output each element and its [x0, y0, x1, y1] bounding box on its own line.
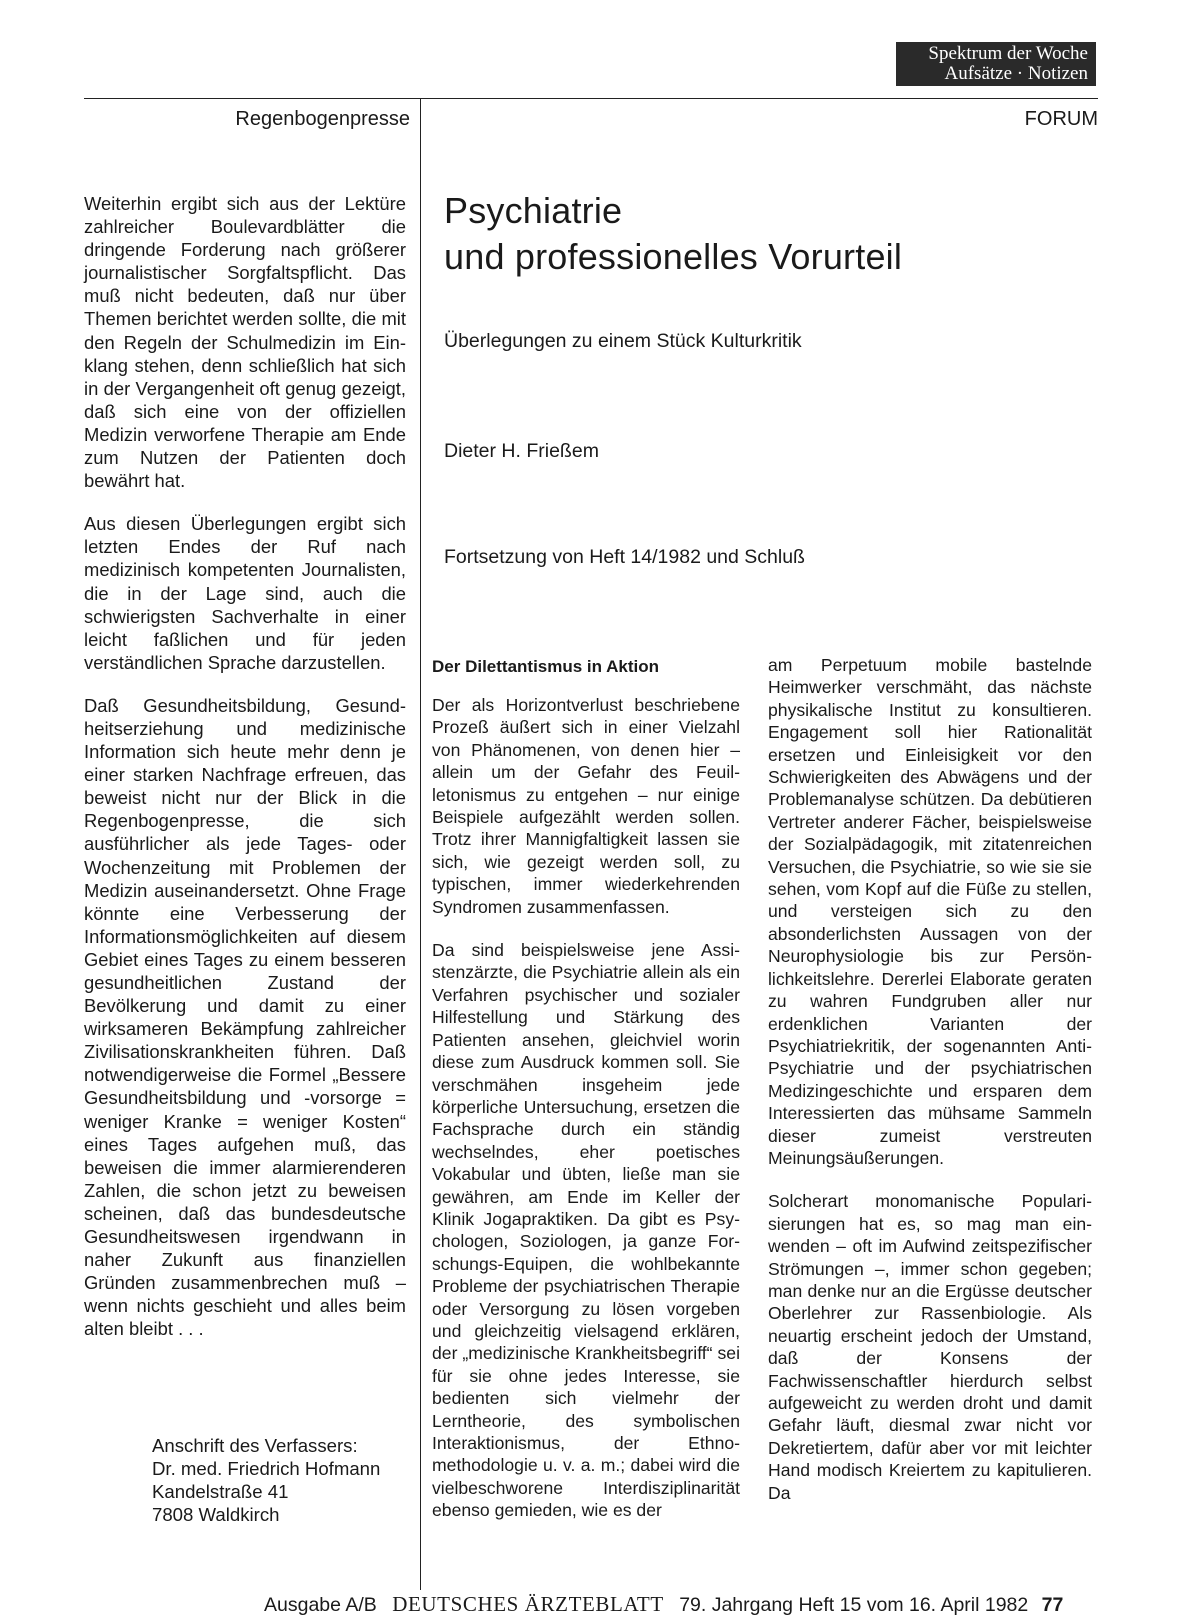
- footer-edition: Ausgabe A/B: [264, 1594, 377, 1616]
- footer-issue: 79. Jahrgang Heft 15 vom 16. April 1982: [679, 1594, 1029, 1616]
- section-label-right: FORUM: [1024, 108, 1098, 130]
- page-footer: [264, 1592, 1063, 1617]
- continuation-note: Fortsetzung von Heft 14/1982 und Schluß: [444, 546, 805, 568]
- footer-masthead: DEUTSCHES ÄRZTEBLATT: [392, 1592, 664, 1616]
- header-rule: [84, 98, 1098, 99]
- title-line-1: Psychiatrie: [444, 190, 623, 231]
- middle-column: [432, 656, 740, 1543]
- address-street: Kandelstraße 41: [152, 1481, 289, 1502]
- address-city: 7808 Waldkirch: [152, 1504, 280, 1525]
- page-number: 77: [1041, 1594, 1064, 1616]
- left-column: [84, 192, 406, 1361]
- column-divider: [420, 98, 421, 1590]
- right-column: [768, 654, 1092, 1525]
- article-author: Dieter H. Frießem: [444, 440, 599, 462]
- title-line-2: und professionelles Vorurteil: [444, 236, 903, 277]
- section-label-left: Regenbogenpresse: [235, 108, 410, 130]
- address-name: Dr. med. Friedrich Hofmann: [152, 1458, 381, 1479]
- article-subtitle: Überlegungen zu einem Stück Kulturkritik: [444, 330, 802, 352]
- badge-line-1: Spektrum der Woche: [928, 43, 1088, 64]
- badge-line-2: Aufsätze · Notizen: [944, 63, 1088, 84]
- paragraph: Solcherart monomanische Popularisierungen hat es, so mag man einwenden – oft im Aufwind zeitspezifischer Strömungen –, immer schon gegeben; man denke nur an die Ergüsse deutscher Oberlehrer zur Rassenbiologie. Als neuartig erscheint jedoch der Umstand, daß der Konsens der Fachwissenschaftler hierdurch selbst aufgeweicht zu werden droht und damit Gefahr läuft, diesmal zwar nicht vor Dekretiertem, dafür aber vor mit leichter Hand modisch Kreiertem zu kapitulieren. Da: [768, 1191, 1092, 1503]
- address-label: Anschrift des Verfassers:: [152, 1435, 358, 1456]
- paragraph: Weiterhin ergibt sich aus der Lektüre zahlreicher Boulevardblätter die dringende Forderung nach größerer journalistischer Sorgfaltspflicht. Das muß nicht bedeuten, daß nur über Themen berichtet werden sollte, die mit den Regeln der Schulmedizin im Einklang stehen, denn schließlich hat sich in der Vergangenheit oft genug gezeigt, daß sich eine von der offiziellen Medizin verworfene Therapie am Ende zum Nutzen der Patienten doch bewährt hat.: [84, 193, 406, 492]
- paragraph: am Perpetuum mobile bastelnde Heimwerker verschmäht, das nächste physikalische Institut zu konsultieren. Engagement soll hier Rationalität ersetzen und Einleisigkeit vor den Schwierigkeiten des Abwägens und der Problemanalyse schützen. Da debütieren Vertreter anderer Fächer, beispielsweise der Sozialpädagogik, mit zitatenreichen Versuchen, die Psychiatrie, so wie sie sie sehen, vom Kopf auf die Füße zu stellen, und versteigen sich zu den absonderlichsten Aussagen von der Neurophysiologie bis zur Persönlichkeitslehre. Dererlei Elaborate geraten zu wahren Fundgruben aller nur erdenklichen Varianten der Psychiatriekritik, der sogenannten Anti-Psychiatrie und der psychiatrischen Medizingeschichte und ersparen dem Interessierten das mühsame Sammeln dieser zumeist verstreuten Meinungsäußerungen.: [768, 655, 1092, 1168]
- section-badge: [896, 42, 1096, 86]
- paragraph: Der als Horizontverlust beschriebene Prozeß äußert sich in einer Vielzahl von Phänomenen, von denen hier – allein um der Gefahr des Feuilletonismus zu entgehen – nur einige Beispiele aufgezählt werden sollen. Trotz ihrer Mannigfaltigkeit lassen sie sich, wie gezeigt werden soll, zu typischen, immer wiederkehrenden Syndromen zusammenfassen.: [432, 695, 740, 917]
- paragraph: Daß Gesundheitsbildung, Gesundheitserziehung und medizinische Information sich heute mehr denn je einer starken Nachfrage erfreuen, das beweist nicht nur der Blick in die Regenbogenpresse, die sich ausführlicher als jede Tages- oder Wochenzeitung mit Problemen der Medizin auseinandersetzt. Ohne Frage könnte eine Verbesserung der Informationsmöglichkeiten auf diesem Gebiet eines Tages zu einem besseren gesundheitlichen Zustand der Bevölkerung und damit zu einer wirksameren Bekämpfung zahlreicher Zivilisationskrankheiten führen. Daß notwendigerweise die Formel „Bessere Gesundheitsbildung und -vorsorge = weniger Kranke = weniger Kosten“ eines Tages aufgehen muß, das beweisen die immer alarmierenderen Zahlen, die schon jetzt zu beweisen scheinen, daß das bundesdeutsche Gesundheitswesen irgendwann in naher Zukunft aus finanziellen Gründen zusammenbrechen muß – wenn nichts geschieht und alles beim alten bleibt . . .: [84, 694, 406, 1340]
- article-title: [444, 188, 1064, 280]
- paragraph: Da sind beispielsweise jene Assistenzärzte, die Psychiatrie allein als ein Verfahren psychischer und sozialer Hilfestellung und Stärkung des Patienten ansehen, gleichviel worin diese zum Ausdruck kommen soll. Sie verschmähen insgeheim jede körperliche Untersuchung, ersetzen die Fachsprache durch ein ständig wechselndes, eher poetisches Vokabular und übten, ließe man sie gewähren, am Ende im Keller der Klinik Jogapraktiken. Da gibt es Psychologen, Soziologen, ja ganze Forschungs-Equipen, die wohlbekannte Probleme der psychiatrischen Therapie oder Versorgung zu lösen vorgeben und gleichzeitig vielsagend erklären, der „medizinische Krankheitsbegriff“ sei für sie ohne jedes Interesse, sie bedienten sich vielmehr der Lerntheorie, des symbolischen Interaktionismus, der Ethnomethodologie u. v. a. m.; dabei wird die vielbeschworene Interdisziplinarität ebenso gemieden, wie es der: [432, 940, 740, 1521]
- author-address: [152, 1434, 412, 1526]
- paragraph: Aus diesen Überlegungen ergibt sich letzten Endes der Ruf nach medizinisch kompetenten Journalisten, die in der Lage sind, auch die schwierigsten Sachverhalte in einer leicht faßlichen und für jeden verständlichen Sprache darzustellen.: [84, 513, 406, 673]
- section-heading: Der Dilettantismus in Aktion: [432, 657, 660, 676]
